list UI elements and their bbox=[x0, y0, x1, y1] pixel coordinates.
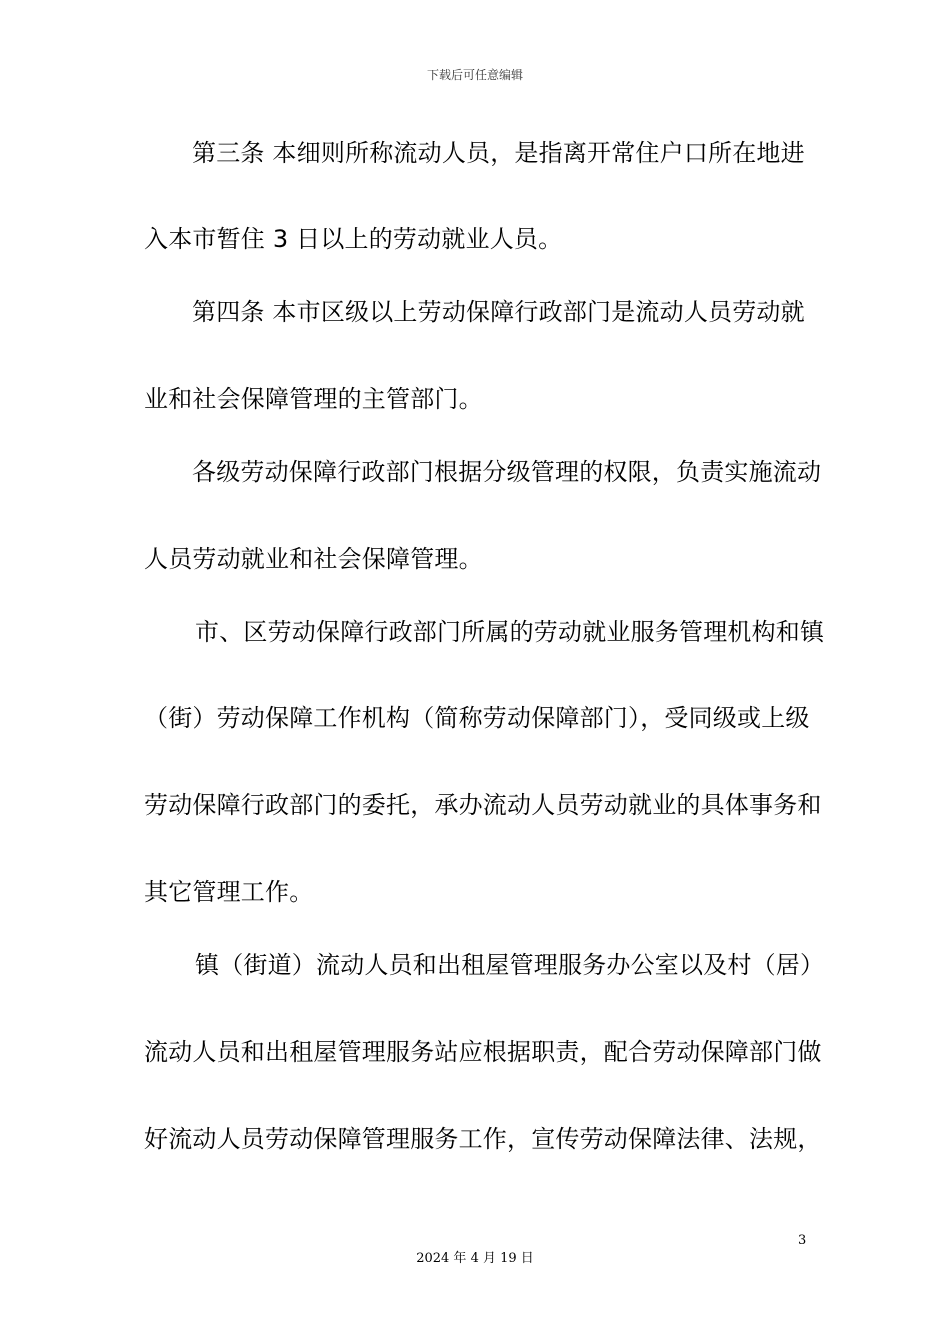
text-line: 其它管理工作。 bbox=[144, 878, 314, 906]
page-number: 3 bbox=[798, 1233, 807, 1248]
page-header: 下载后可任意编辑 bbox=[426, 68, 523, 82]
text-line: 各级劳动保障行政部门根据分级管理的权限，负责实施流动 bbox=[192, 458, 822, 486]
text-line: 第三条 本细则所称流动人员，是指离开常住户口所在地进 bbox=[192, 139, 805, 167]
text-line: 人员劳动就业和社会保障管理。 bbox=[144, 545, 483, 573]
text-line: 镇（街道）流动人员和出租屋管理服务办公室以及村（居） bbox=[195, 951, 825, 979]
text-line: （街）劳动保障工作机构（简称劳动保障部门），受同级或上级 bbox=[144, 704, 810, 732]
text-line: 劳动保障行政部门的委托，承办流动人员劳动就业的具体事务和 bbox=[144, 791, 822, 819]
text-line: 流动人员和出租屋管理服务站应根据职责，配合劳动保障部门做 bbox=[144, 1038, 822, 1066]
text-line: 好流动人员劳动保障管理服务工作，宣传劳动保障法律、法规， bbox=[144, 1125, 822, 1153]
text-line: 市、区劳动保障行政部门所属的劳动就业服务管理机构和镇 bbox=[195, 618, 825, 646]
text-line: 第四条 本市区级以上劳动保障行政部门是流动人员劳动就 bbox=[192, 298, 805, 326]
text-line: 业和社会保障管理的主管部门。 bbox=[144, 385, 483, 413]
text-line: 入本市暂住 3 日以上的劳动就业人员。 bbox=[144, 225, 563, 253]
footer-date: 2024 年 4 月 19 日 bbox=[416, 1251, 534, 1266]
